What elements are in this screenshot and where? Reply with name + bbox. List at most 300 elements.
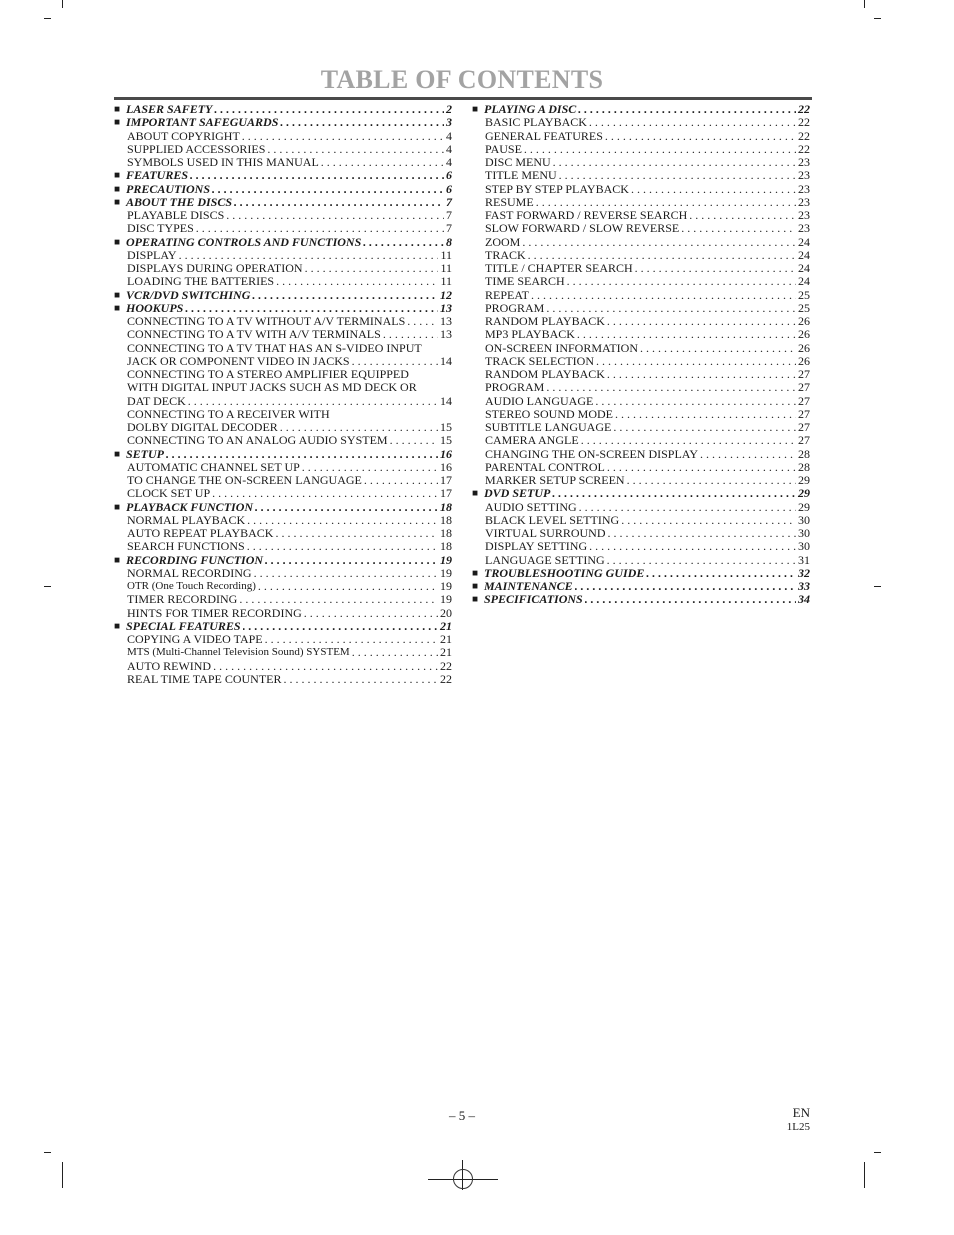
toc-subentry[interactable] — [114, 540, 452, 553]
toc-subentry[interactable] — [114, 395, 452, 408]
toc-entry-label: FAST FORWARD / REVERSE SEARCH — [485, 208, 688, 222]
toc-entry-page: 23 — [798, 168, 810, 183]
toc-entry-page: 22 — [440, 658, 452, 673]
toc-entry-label: DISPLAYS DURING OPERATION — [127, 261, 303, 275]
dot-leader — [595, 395, 796, 408]
toc-subentry[interactable] — [114, 646, 452, 659]
toc-section-entry[interactable] — [114, 196, 452, 209]
toc-subentry[interactable] — [472, 236, 810, 249]
dot-leader — [390, 434, 438, 447]
toc-entry-label: ABOUT THE DISCS — [126, 194, 233, 209]
toc-entry-label: TROUBLESHOOTING GUIDE — [484, 565, 645, 580]
toc-entry-page: 19 — [440, 579, 452, 593]
crop-mark — [874, 586, 881, 587]
toc-section-entry[interactable] — [472, 580, 810, 593]
toc-entry-page: 25 — [798, 300, 810, 315]
toc-section-entry[interactable] — [114, 169, 452, 182]
toc-subentry[interactable] — [472, 448, 810, 461]
toc-entry-label: SUBTITLE LANGUAGE — [485, 420, 612, 434]
toc-entry-label: RESUME — [485, 194, 534, 209]
toc-entry-page: 26 — [798, 327, 810, 342]
toc-entry-label: VIRTUAL SURROUND — [485, 526, 606, 540]
toc-entry-page: 33 — [798, 579, 810, 593]
dot-leader — [166, 448, 438, 461]
toc-subentry[interactable] — [472, 408, 810, 421]
toc-section-entry[interactable] — [114, 183, 452, 196]
toc-subentry[interactable] — [472, 501, 810, 514]
square-bullet-icon: ■ — [472, 581, 479, 592]
dot-leader — [589, 540, 796, 553]
dot-leader — [577, 328, 796, 341]
toc-entry-page: 24 — [798, 274, 810, 289]
dot-leader — [258, 580, 438, 593]
toc-subentry[interactable] — [114, 673, 452, 686]
toc-subentry[interactable] — [472, 209, 810, 222]
square-bullet-icon: ■ — [114, 117, 121, 129]
toc-entry-page: 22 — [798, 128, 810, 143]
toc-subentry[interactable] — [472, 554, 810, 567]
toc-entry-page: 24 — [798, 247, 810, 262]
toc-entry-label: TIME SEARCH — [485, 274, 565, 289]
toc-entry-label: CONNECTING TO A TV THAT HAS AN S-VIDEO INPUT — [127, 340, 422, 355]
page-title: TABLE OF CONTENTS — [320, 65, 604, 94]
toc-entry-page: 26 — [798, 340, 810, 355]
toc-entry-page: 23 — [798, 221, 810, 236]
toc-entry-page: 34 — [798, 592, 810, 607]
toc-subentry[interactable] — [472, 328, 810, 341]
square-bullet-icon: ■ — [114, 448, 121, 460]
toc-entry-label: OTR (One Touch Recording) — [127, 580, 256, 592]
toc-subentry[interactable] — [472, 222, 810, 235]
toc-subentry[interactable] — [472, 315, 810, 328]
square-bullet-icon: ■ — [114, 302, 121, 314]
toc-entry-page: 23 — [798, 208, 810, 222]
toc-entry-label: DISPLAY — [127, 247, 177, 262]
toc-subentry[interactable] — [472, 275, 810, 288]
toc-subentry[interactable] — [114, 143, 452, 156]
toc-subentry[interactable] — [114, 328, 452, 341]
toc-entry-page: 29 — [798, 473, 810, 487]
toc-entry-page: 7 — [446, 221, 452, 236]
toc-entry-page: 13 — [440, 327, 452, 342]
toc-entry-page: 4 — [446, 155, 452, 169]
toc-entry-page: 11 — [440, 247, 452, 262]
dot-leader — [528, 249, 796, 262]
toc-subentry[interactable] — [472, 262, 810, 275]
square-bullet-icon: ■ — [114, 620, 121, 632]
toc-entry-label: VCR/DVD SWITCHING — [126, 287, 251, 302]
toc-subentry[interactable] — [472, 527, 810, 540]
dot-leader — [247, 540, 438, 553]
dot-leader — [646, 567, 796, 580]
toc-entry-page: 21 — [440, 618, 452, 633]
toc-section-entry[interactable] — [114, 620, 452, 633]
toc-subentry[interactable] — [472, 474, 810, 487]
toc-subentry[interactable] — [472, 183, 810, 196]
toc-subentry[interactable] — [114, 593, 452, 606]
toc-entry-page: 28 — [798, 446, 810, 461]
toc-entry-page: 27 — [798, 367, 810, 381]
toc-entry-page: 14 — [440, 393, 452, 408]
dot-leader — [607, 461, 796, 474]
dot-leader — [613, 421, 796, 434]
toc-column-right — [472, 103, 810, 607]
toc-subentry[interactable] — [472, 156, 810, 169]
toc-entry-label: AUTO REWIND — [127, 658, 212, 673]
toc-entry-page: 4 — [446, 141, 452, 156]
toc-subentry[interactable] — [472, 302, 810, 315]
toc-entry-page: 24 — [798, 234, 810, 249]
toc-subentry[interactable] — [472, 289, 810, 302]
toc-entry-page: 27 — [798, 393, 810, 408]
toc-entry-label: CONNECTING TO A RECEIVER WITH — [127, 406, 330, 421]
toc-subentry[interactable] — [472, 461, 810, 474]
dot-leader — [607, 554, 796, 567]
toc-entry-page: 12 — [440, 287, 452, 302]
toc-entry-label: DVD SETUP — [484, 486, 551, 501]
dot-leader — [267, 143, 444, 156]
toc-entry-page: 15 — [440, 433, 452, 448]
square-bullet-icon: ■ — [114, 183, 121, 195]
toc-entry-label: MTS (Multi-Channel Television Sound) SYSTEM — [127, 646, 350, 659]
toc-entry-label: BLACK LEVEL SETTING — [485, 512, 620, 527]
dot-leader — [352, 355, 438, 368]
dot-leader — [607, 368, 796, 381]
toc-entry-page: 19 — [440, 592, 452, 607]
dot-leader — [407, 315, 438, 328]
dot-leader — [212, 183, 444, 196]
toc-entry-label: ABOUT COPYRIGHT — [127, 128, 240, 143]
toc-entry-label: REAL TIME TAPE COUNTER — [127, 671, 282, 686]
dot-leader — [596, 355, 796, 368]
toc-section-entry[interactable] — [472, 487, 810, 500]
toc-entry-page: 22 — [440, 671, 452, 686]
dot-leader — [608, 527, 796, 540]
toc-subentry[interactable] — [472, 342, 810, 355]
toc-entry-label: PAUSE — [485, 141, 522, 156]
dot-leader — [681, 222, 796, 235]
title-rule — [114, 97, 812, 100]
toc-subentry[interactable] — [114, 434, 452, 447]
toc-subentry[interactable] — [114, 342, 452, 355]
toc-entry-label: TITLE / CHAPTER SEARCH — [485, 261, 633, 275]
toc-entry-page: 22 — [798, 115, 810, 130]
toc-section-entry[interactable] — [114, 103, 452, 116]
toc-entry-label: AUTO REPEAT PLAYBACK — [127, 526, 274, 540]
toc-entry-label: MAINTENANCE — [484, 579, 573, 593]
dot-leader — [188, 395, 438, 408]
toc-entry-page: 7 — [446, 208, 452, 222]
toc-entry-label: DISC TYPES — [127, 221, 194, 236]
toc-entry-page: 27 — [798, 420, 810, 434]
toc-subentry[interactable] — [114, 408, 452, 421]
dot-leader — [627, 474, 796, 487]
toc-entry-label: LOADING THE BATTERIES — [127, 274, 275, 289]
toc-subentry[interactable] — [114, 130, 452, 143]
toc-entry-label: DOLBY DIGITAL DECODER — [127, 420, 278, 434]
square-bullet-icon: ■ — [114, 170, 121, 182]
crop-mark — [44, 1152, 51, 1153]
dot-leader — [352, 646, 438, 659]
dot-leader — [226, 209, 444, 222]
toc-section-entry[interactable] — [472, 567, 810, 580]
toc-entry-page: 23 — [798, 181, 810, 196]
toc-entry-page: 13 — [440, 300, 452, 315]
square-bullet-icon: ■ — [472, 567, 479, 579]
dot-leader — [364, 474, 438, 487]
toc-entry-label: TRACK — [485, 247, 526, 262]
toc-entry-page: 18 — [440, 512, 452, 527]
toc-entry-label: OPERATING CONTROLS AND FUNCTIONS — [126, 234, 362, 249]
dot-leader — [280, 421, 438, 434]
toc-entry-label: SLOW FORWARD / SLOW REVERSE — [485, 221, 680, 236]
dot-leader — [302, 461, 438, 474]
toc-subentry[interactable] — [114, 607, 452, 620]
toc-subentry[interactable] — [114, 461, 452, 474]
crop-mark — [44, 18, 51, 19]
dot-leader — [635, 262, 796, 275]
toc-entry-page: 27 — [798, 406, 810, 421]
toc-entry-label: AUTOMATIC CHANNEL SET UP — [127, 459, 300, 474]
dot-leader — [243, 620, 438, 633]
toc-entry-label: TRACK SELECTION — [485, 353, 594, 368]
toc-entry-label: GENERAL FEATURES — [485, 128, 603, 143]
toc-entry-page: 3 — [446, 115, 452, 130]
toc-entry-label: AUDIO SETTING — [485, 499, 577, 514]
toc-section-entry[interactable] — [114, 554, 452, 567]
toc-subentry[interactable] — [114, 474, 452, 487]
dot-leader — [196, 222, 444, 235]
toc-entry-label: PLAYING A DISC — [484, 102, 577, 116]
dot-leader — [383, 328, 438, 341]
dot-leader — [531, 289, 796, 302]
toc-subentry[interactable] — [472, 395, 810, 408]
dot-leader — [552, 487, 796, 500]
toc-entry-label: WITH DIGITAL INPUT JACKS SUCH AS MD DECK OR — [127, 380, 417, 395]
toc-entry-page: 18 — [440, 526, 452, 540]
toc-entry-label: STEP BY STEP PLAYBACK — [485, 181, 629, 196]
toc-entry-page: 13 — [440, 314, 452, 328]
toc-subentry[interactable] — [114, 275, 452, 288]
toc-entry-label: IMPORTANT SAFEGUARDS — [126, 115, 279, 130]
toc-entry-label: LASER SAFETY — [126, 102, 213, 116]
square-bullet-icon: ■ — [472, 104, 479, 115]
toc-entry-page: 26 — [798, 353, 810, 368]
toc-entry-label: RECORDING FUNCTION — [126, 552, 264, 567]
toc-section-entry[interactable] — [472, 593, 810, 606]
dot-leader — [213, 660, 438, 673]
dot-leader — [524, 143, 796, 156]
toc-entry-page: 32 — [798, 565, 810, 580]
toc-subentry[interactable] — [472, 249, 810, 262]
toc-entry-label: PLAYBACK FUNCTION — [126, 499, 254, 514]
toc-entry-page: 28 — [798, 459, 810, 474]
square-bullet-icon: ■ — [114, 501, 121, 513]
toc-entry-label: SUPPLIED ACCESSORIES — [127, 141, 266, 156]
dot-leader — [700, 448, 796, 461]
toc-subentry[interactable] — [472, 434, 810, 447]
dot-leader — [275, 527, 438, 540]
toc-entry-page: 30 — [798, 512, 810, 527]
page-number: – 5 – — [449, 1108, 475, 1123]
toc-entry-page: 18 — [440, 539, 452, 554]
dot-leader — [305, 262, 439, 275]
toc-entry-label: RANDOM PLAYBACK — [485, 367, 605, 381]
language-code: EN — [792, 1105, 810, 1120]
toc-subentry[interactable] — [114, 421, 452, 434]
toc-entry-page: 15 — [440, 420, 452, 434]
dot-leader — [631, 183, 796, 196]
toc-entry-page: 7 — [446, 194, 452, 209]
toc-entry-label: PRECAUTIONS — [126, 181, 211, 196]
toc-entry-label: FEATURES — [126, 168, 189, 183]
toc-subentry[interactable] — [472, 169, 810, 182]
crop-mark — [874, 1152, 881, 1153]
toc-entry-label: STEREO SOUND MODE — [485, 406, 614, 421]
dot-leader — [585, 593, 796, 606]
dot-leader — [363, 236, 444, 249]
toc-entry-page: 16 — [440, 459, 452, 474]
dot-leader — [581, 434, 796, 447]
toc-entry-label: TO CHANGE THE ON-SCREEN LANGUAGE — [127, 473, 362, 487]
toc-entry-label: PARENTAL CONTROL — [485, 459, 605, 474]
toc-subentry[interactable] — [472, 116, 810, 129]
dot-leader — [276, 275, 438, 288]
toc-entry-page: 2 — [446, 102, 452, 116]
toc-subentry[interactable] — [472, 368, 810, 381]
toc-subentry[interactable] — [114, 355, 452, 368]
toc-entry-label: HOOKUPS — [126, 300, 184, 315]
toc-subentry[interactable] — [114, 381, 452, 394]
toc-entry-page: 27 — [798, 433, 810, 448]
dot-leader — [559, 169, 796, 182]
toc-subentry[interactable] — [472, 130, 810, 143]
dot-leader — [546, 302, 796, 315]
toc-subentry[interactable] — [472, 143, 810, 156]
toc-entry-page: 30 — [798, 526, 810, 540]
toc-subentry[interactable] — [472, 196, 810, 209]
toc-entry-page: 4 — [446, 128, 452, 143]
toc-subentry[interactable] — [114, 567, 452, 580]
crop-mark — [874, 18, 881, 19]
toc-entry-page: 23 — [798, 155, 810, 169]
toc-entry-page: 22 — [798, 141, 810, 156]
toc-subentry[interactable] — [114, 660, 452, 673]
toc-subentry[interactable] — [114, 249, 452, 262]
toc-subentry[interactable] — [114, 156, 452, 169]
toc-subentry[interactable] — [472, 540, 810, 553]
square-bullet-icon: ■ — [472, 594, 479, 606]
dot-leader — [179, 249, 439, 262]
toc-subentry[interactable] — [114, 222, 452, 235]
toc-section-entry[interactable] — [114, 289, 452, 302]
toc-entry-label: TIMER RECORDING — [127, 592, 238, 607]
toc-entry-page: 8 — [446, 234, 452, 249]
toc-entry-page: 16 — [440, 446, 452, 461]
crop-mark — [864, 0, 865, 8]
toc-section-entry[interactable] — [472, 103, 810, 116]
toc-subentry[interactable] — [472, 514, 810, 527]
toc-subentry[interactable] — [114, 487, 452, 500]
toc-subentry[interactable] — [114, 262, 452, 275]
toc-subentry[interactable] — [114, 633, 452, 646]
dot-leader — [254, 567, 438, 580]
dot-leader — [640, 342, 796, 355]
toc-entry-label: SETUP — [126, 446, 165, 461]
toc-subentry[interactable] — [114, 209, 452, 222]
toc-section-entry[interactable] — [114, 116, 452, 129]
dot-leader — [304, 607, 438, 620]
square-bullet-icon: ■ — [114, 196, 121, 208]
toc-entry-page: 30 — [798, 539, 810, 554]
toc-section-entry[interactable] — [114, 448, 452, 461]
dot-leader — [605, 130, 796, 143]
toc-section-entry[interactable] — [114, 236, 452, 249]
toc-entry-label: ZOOM — [485, 234, 521, 249]
dot-leader — [212, 487, 438, 500]
toc-entry-label: CAMERA ANGLE — [485, 433, 579, 448]
dot-leader — [242, 130, 444, 143]
toc-section-entry[interactable] — [114, 501, 452, 514]
square-bullet-icon: ■ — [114, 236, 121, 248]
dot-leader — [689, 209, 796, 222]
toc-entry-label: JACK OR COMPONENT VIDEO IN JACKS — [127, 353, 350, 368]
dot-leader — [185, 302, 438, 315]
dot-leader — [280, 116, 444, 129]
toc-entry-label: AUDIO LANGUAGE — [485, 393, 594, 408]
square-bullet-icon: ■ — [114, 104, 121, 115]
toc-subentry[interactable] — [114, 514, 452, 527]
dot-leader — [546, 381, 796, 394]
toc-entry-page: 24 — [798, 261, 810, 275]
dot-leader — [621, 514, 796, 527]
toc-entry-label: RANDOM PLAYBACK — [485, 314, 605, 328]
toc-entry-label: TITLE MENU — [485, 168, 557, 183]
toc-entry-label: CONNECTING TO A STEREO AMPLIFIER EQUIPPED — [127, 367, 409, 381]
toc-entry-label: PROGRAM — [485, 380, 545, 395]
toc-entry-label: CONNECTING TO A TV WITH A/V TERMINALS — [127, 327, 381, 342]
toc-subentry[interactable] — [472, 381, 810, 394]
toc-section-entry[interactable] — [114, 302, 452, 315]
toc-entry-label: CHANGING THE ON-SCREEN DISPLAY — [485, 446, 699, 461]
toc-subentry[interactable] — [114, 580, 452, 593]
toc-entry-label: DAT DECK — [127, 393, 186, 408]
toc-subentry[interactable] — [114, 527, 452, 540]
dot-leader — [234, 196, 444, 209]
toc-entry-label: BASIC PLAYBACK — [485, 115, 587, 130]
toc-entry-label: CONNECTING TO A TV WITHOUT A/V TERMINALS — [127, 314, 406, 328]
toc-entry-page: 17 — [440, 473, 452, 487]
toc-entry-label: SPECIFICATIONS — [484, 592, 583, 607]
toc-entry-label: PROGRAM — [485, 300, 545, 315]
toc-entry-label: CONNECTING TO AN ANALOG AUDIO SYSTEM — [127, 433, 388, 448]
dot-leader — [265, 554, 438, 567]
toc-entry-page: 23 — [798, 194, 810, 209]
toc-entry-label: SYMBOLS USED IN THIS MANUAL — [127, 155, 319, 169]
toc-entry-page: 21 — [440, 645, 452, 660]
dot-leader — [190, 169, 444, 182]
toc-subentry[interactable] — [472, 421, 810, 434]
dot-leader — [575, 580, 796, 593]
toc-entry-page: 27 — [798, 380, 810, 395]
square-bullet-icon: ■ — [472, 488, 479, 500]
toc-subentry[interactable] — [472, 355, 810, 368]
toc-entry-label: ON-SCREEN INFORMATION — [485, 340, 639, 355]
toc-entry-page: 11 — [440, 261, 452, 275]
dot-leader — [321, 156, 444, 169]
toc-subentry[interactable] — [114, 315, 452, 328]
toc-subentry[interactable] — [114, 368, 452, 381]
